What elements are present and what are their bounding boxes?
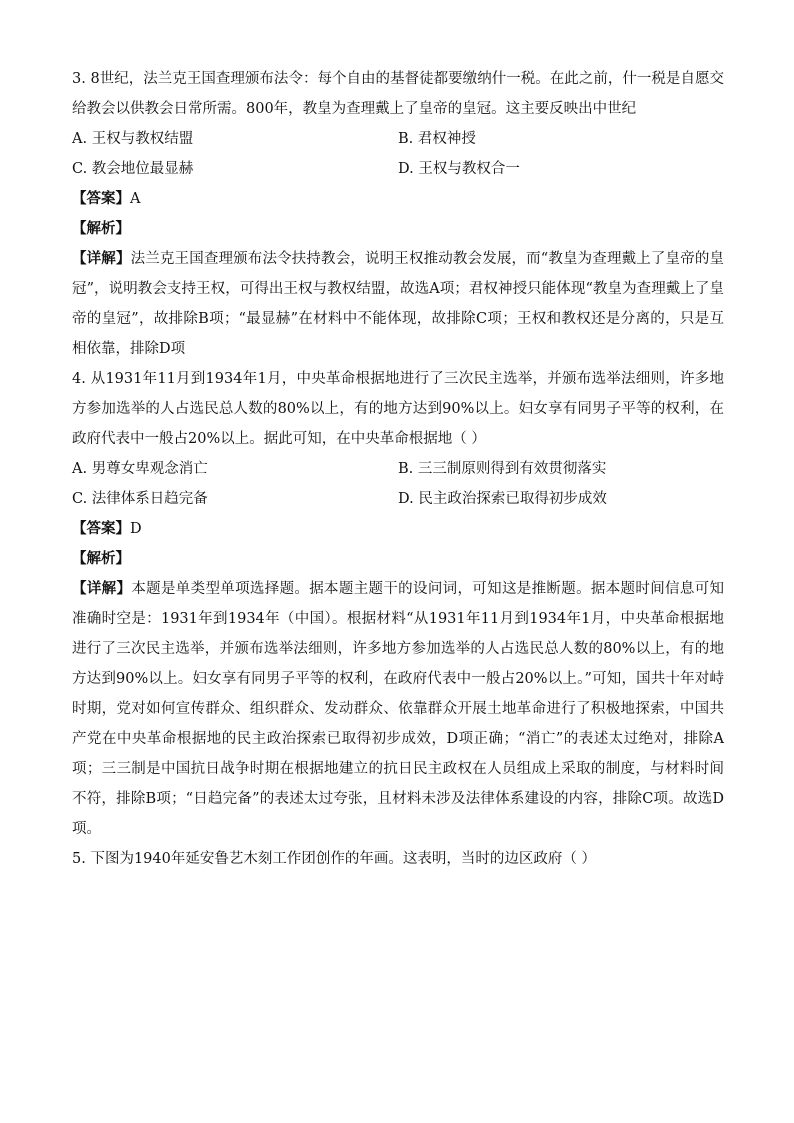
option-c: C. 教会地位最显赫 [72, 161, 194, 177]
detail-label: 【详解】 [72, 250, 131, 267]
document-page [72, 64, 724, 874]
question-stem: 3. 8世纪，法兰克王国查理颁布法令：每个自由的基督徒都要缴纳什一税。在此之前，什一税是自愿交给教会以供教会日常所需。800年，教皇为查理戴上了皇帝的皇冠。这主要反映出中世纪 [72, 71, 724, 117]
option-d: D. 民主政治探索已取得初步成效 [398, 491, 607, 507]
option-b: B. 君权神授 [398, 131, 476, 147]
option-b: B. 三三制原则得到有效贯彻落实 [398, 461, 607, 477]
detail-label: 【详解】 [72, 580, 132, 597]
detail-text: 法兰克王国查理颁布法令扶持教会，说明王权推动教会发展，而“教皇为查理戴上了皇帝的皇冠”，说明教会支持王权，可得出王权与教权结盟，故选A项；君权神授只能体现“教皇为查理戴上了皇帝的皇冠”，故排除B项；“最显赫”在材料中不能体现，故排除C项；王权和教权还是分离的，只是互相依靠，排除D项 [72, 251, 724, 357]
option-a: A. 王权与教权结盟 [72, 131, 194, 147]
analysis-line [72, 214, 724, 244]
option-c: C. 法律体系日趋完备 [72, 491, 208, 507]
analysis-label: 【解析】 [72, 220, 130, 237]
detail-text: 本题是单类型单项选择题。据本题主题干的设问词，可知这是推断题。据本题时间信息可知准确时空是：1931年到1934年（中国）。根据材料“从1931年11月到1934年1月，中央革命根据地进行了三次民主选举，并颁布选举法细则，许多地方参加选举的人占选民总人数的80%以上，有的地方达到90%以上。妇女享有同男子平等的权利，在政府代表中一般占20%以上。”可知，国共十年对峙时期，党对如何宣传群众、组织群众、发动群众、依靠群众开展土地革命进行了积极地探索，中国共产党在中央革命根据地的民主政治探索已取得初步成效，D项正确；“消亡”的表述太过绝对，排除A项；三三制是中国抗日战争时期在根据地建立的抗日民主政权在人员组成上采取的制度，与材料时间不符，排除B项；“日趋完备”的表述太过夸张，且材料未涉及法律体系建设的内容，排除C项。故选D项。 [72, 581, 725, 837]
answer-line [72, 184, 724, 214]
option-a: A. 男尊女卑观念消亡 [72, 461, 208, 477]
answer-line [72, 514, 724, 544]
option-d: D. 王权与教权合一 [398, 161, 520, 177]
answer-label: 【答案】 [72, 520, 130, 537]
question-stem: 4. 从1931年11月到1934年1月，中央革命根据地进行了三次民主选举，并颁布选举法细则，许多地方参加选举的人占选民总人数的80%以上，有的地方达到90%以上。妇女享有同男子平等的权利，在政府代表中一般占20%以上。据此可知，在中央革命根据地（ ） [72, 371, 724, 447]
question-4 [72, 364, 724, 844]
detail-paragraph [72, 244, 724, 364]
options-list [72, 124, 724, 184]
analysis-line [72, 544, 724, 574]
answer-value: D [130, 521, 142, 537]
answer-value: A [130, 191, 141, 207]
analysis-label: 【解析】 [72, 550, 130, 567]
question-stem: 5. 下图为1940年延安鲁艺木刻工作团创作的年画。这表明，当时的边区政府（ ） [72, 851, 596, 867]
question-5 [72, 844, 724, 874]
answer-label: 【答案】 [72, 190, 130, 207]
detail-paragraph [72, 574, 724, 844]
options-list [72, 454, 724, 514]
question-3 [72, 64, 724, 364]
